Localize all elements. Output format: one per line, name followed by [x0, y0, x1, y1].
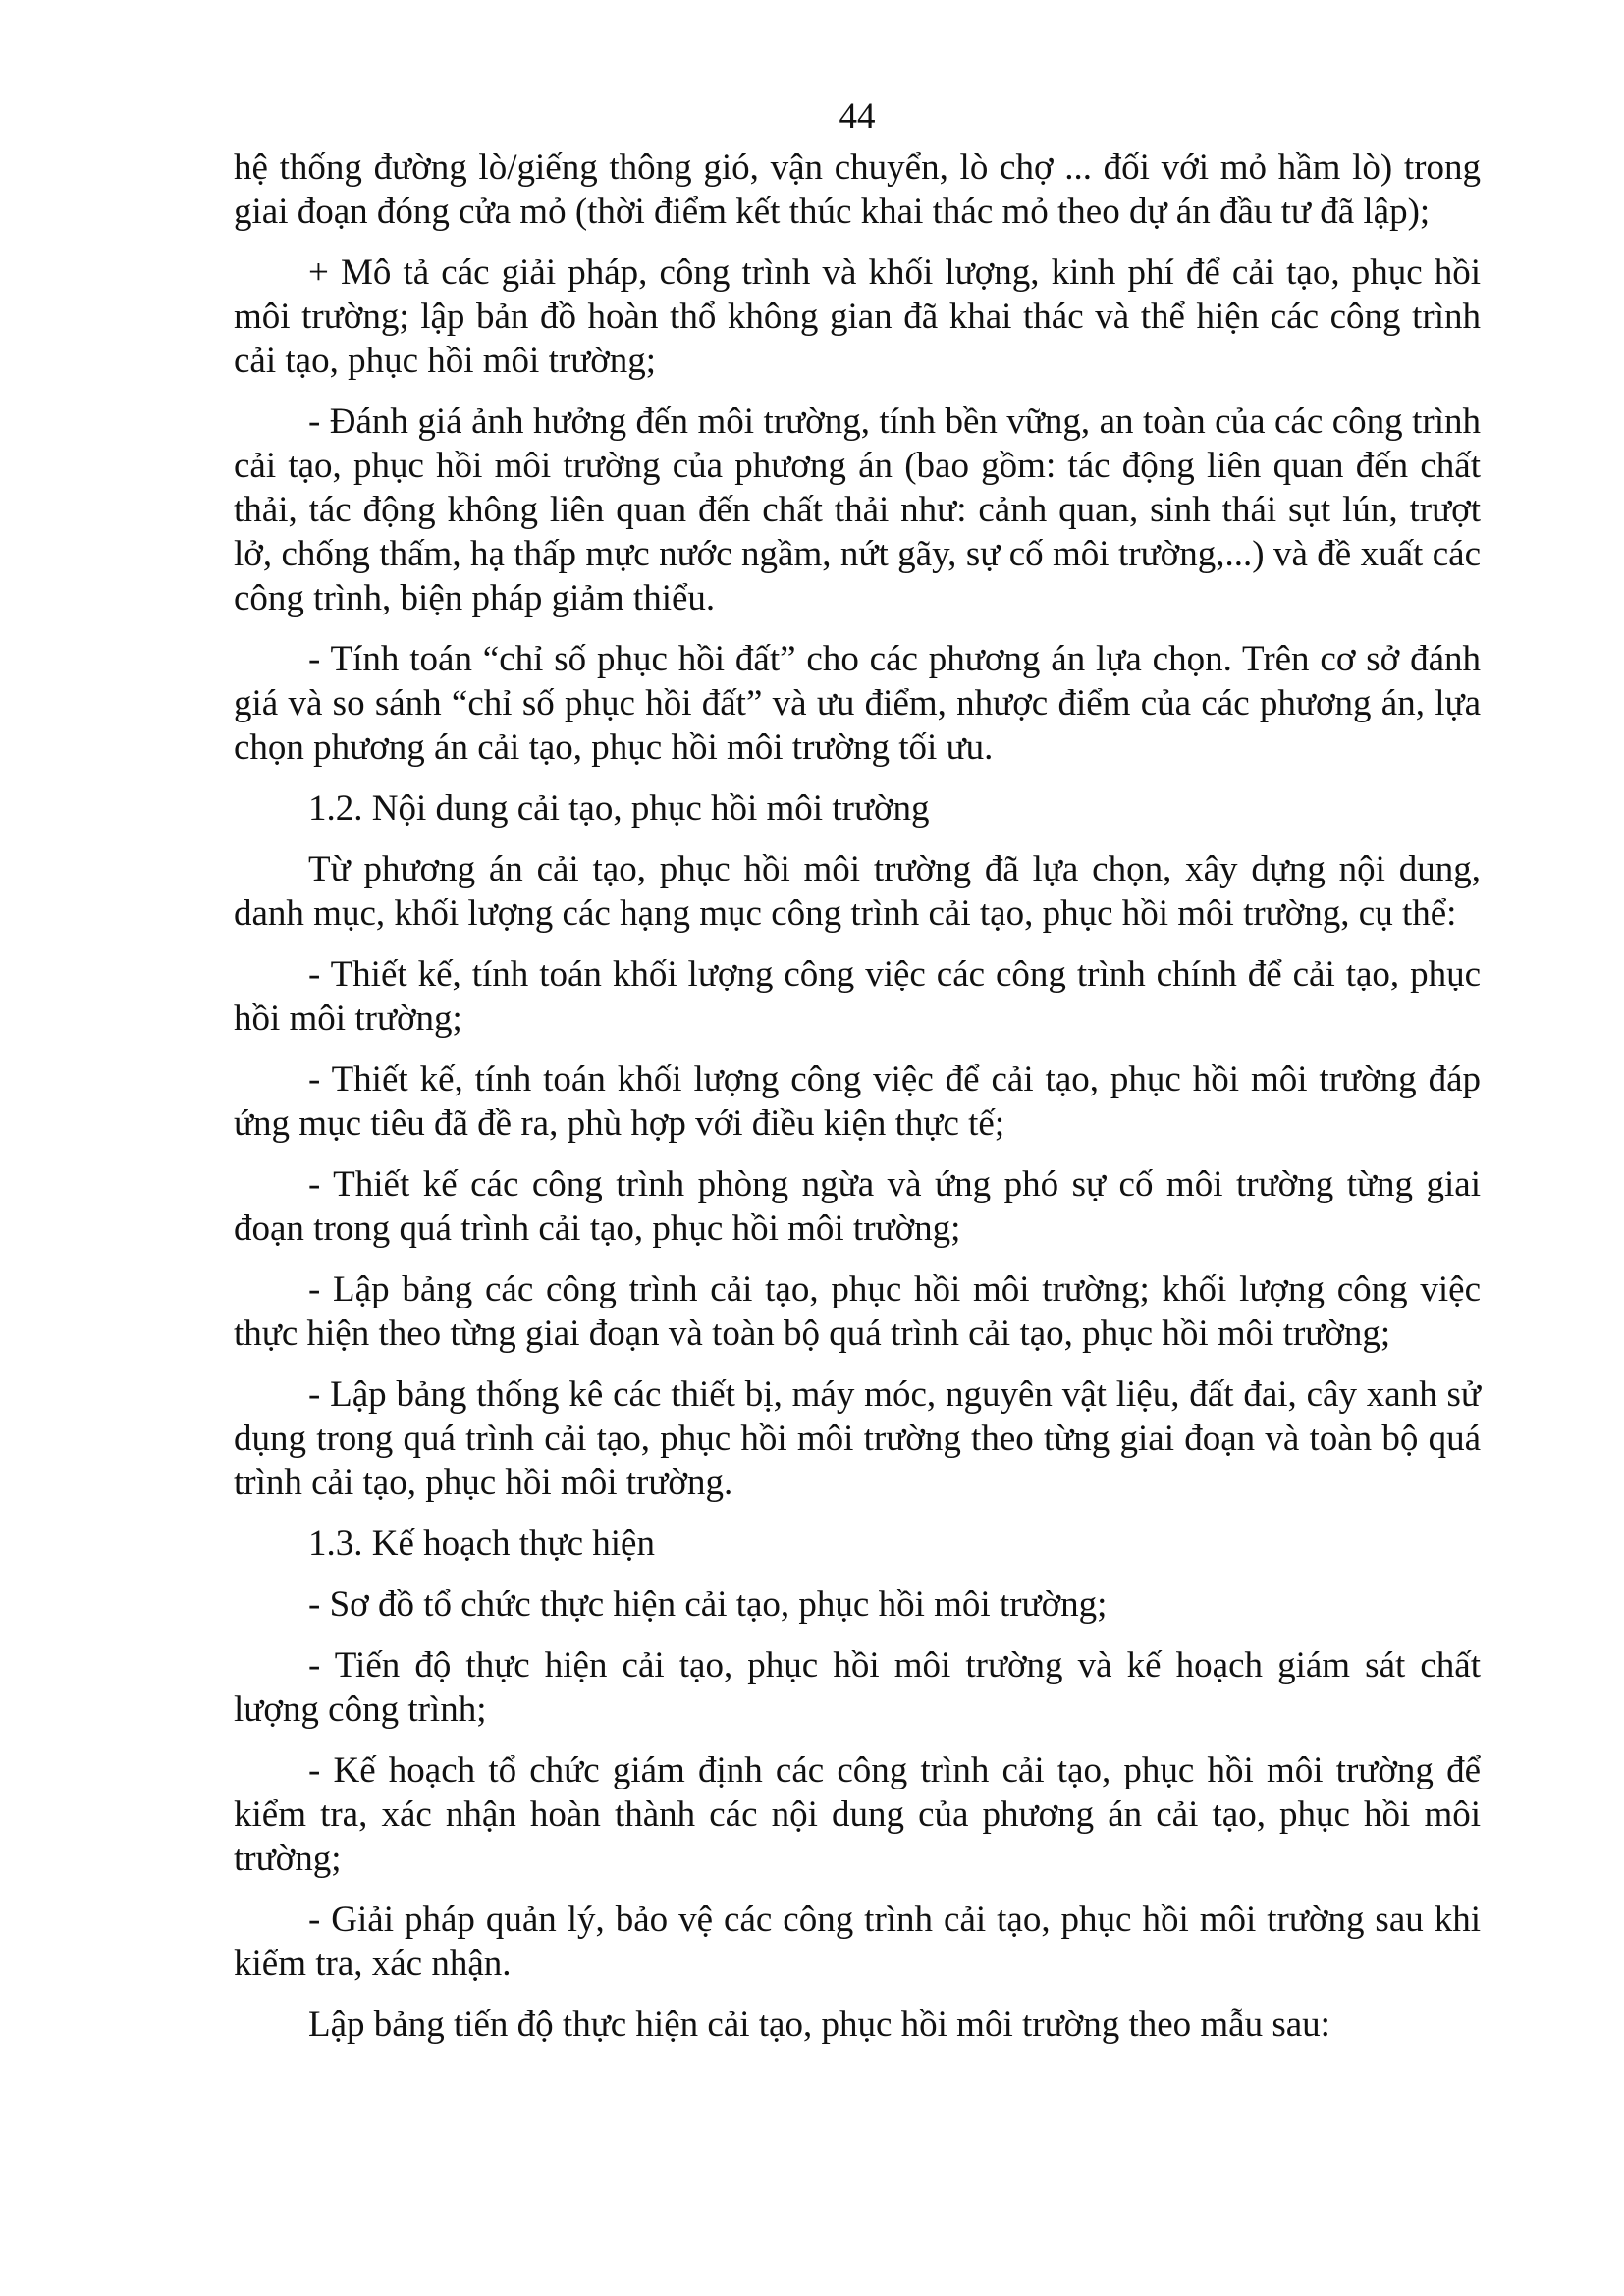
page-number: 44: [839, 96, 876, 136]
paragraph-describe-solutions: + Mô tả các giải pháp, công trình và khối lượng, kinh phí để cải tạo, phục hồi môi trường; lập bản đồ hoàn thổ không gian đã khai thác và thể hiện các công trình cải tạo, phục hồi môi trường;: [234, 252, 1481, 381]
section-heading-1-3: 1.3. Kế hoạch thực hiện: [308, 1523, 655, 1564]
paragraph-content-intro: Từ phương án cải tạo, phục hồi môi trường đã lựa chọn, xây dựng nội dung, danh mục, khối lượng các hạng mục công trình cải tạo, phục hồi môi trường, cụ thể:: [234, 849, 1481, 934]
paragraph-management-solutions: - Giải pháp quản lý, bảo vệ các công trình cải tạo, phục hồi môi trường sau khi kiểm tra, xác nhận.: [234, 1899, 1481, 1984]
section-heading-1-2: 1.2. Nội dung cải tạo, phục hồi môi trường: [308, 788, 930, 828]
paragraph-equipment-table: - Lập bảng thống kê các thiết bị, máy móc, nguyên vật liệu, đất đai, cây xanh sử dụng trong quá trình cải tạo, phục hồi môi trường theo từng giai đoạn và toàn bộ quá trình cải tạo, phục hồi môi trường.: [234, 1374, 1481, 1503]
paragraph-design-main-works: - Thiết kế, tính toán khối lượng công việc các công trình chính để cải tạo, phục hồi môi trường;: [234, 954, 1481, 1039]
paragraph-design-workload: - Thiết kế, tính toán khối lượng công việc để cải tạo, phục hồi môi trường đáp ứng mục tiêu đã đề ra, phù hợp với điều kiện thực tế;: [234, 1059, 1481, 1144]
paragraph-land-recovery-index: - Tính toán “chỉ số phục hồi đất” cho các phương án lựa chọn. Trên cơ sở đánh giá và so sánh “chỉ số phục hồi đất” và ưu điểm, nhược điểm của các phương án, lựa chọn phương án cải tạo, phục hồi môi trường tối ưu.: [234, 639, 1481, 768]
paragraph-assess-impact: - Đánh giá ảnh hưởng đến môi trường, tính bền vững, an toàn của các công trình cải tạo, phục hồi môi trường của phương án (bao gồm: tác động liên quan đến chất thải, tác động không liên quan đến chất thải như: cảnh quan, sinh thái sụt lún, trượt lở, chống thấm, hạ thấp mực nước ngầm, nứt gãy, sự cố môi trường,...) và đề xuất các công trình, biện pháp giảm thiểu.: [234, 401, 1481, 618]
paragraph-schedule-supervision: - Tiến độ thực hiện cải tạo, phục hồi môi trường và kế hoạch giám sát chất lượng công trình;: [234, 1645, 1481, 1730]
document-page: [234, 94, 1481, 2063]
paragraph-inspection-plan: - Kế hoạch tổ chức giám định các công trình cải tạo, phục hồi môi trường để kiểm tra, xác nhận hoàn thành các nội dung của phương án cải tạo, phục hồi môi trường;: [234, 1750, 1481, 1879]
paragraph-works-table: - Lập bảng các công trình cải tạo, phục hồi môi trường; khối lượng công việc thực hiện theo từng giai đoạn và toàn bộ quá trình cải tạo, phục hồi môi trường;: [234, 1269, 1481, 1354]
paragraph-continuation-mine-phases: hệ thống đường lò/giếng thông gió, vận chuyển, lò chợ ... đối với mỏ hầm lò) trong giai đoạn đóng cửa mỏ (thời điểm kết thúc khai thác mỏ theo dự án đầu tư đã lập);: [234, 147, 1481, 232]
paragraph-schedule-table-intro: Lập bảng tiến độ thực hiện cải tạo, phục hồi môi trường theo mẫu sau:: [308, 2004, 1330, 2045]
paragraph-org-chart: - Sơ đồ tổ chức thực hiện cải tạo, phục hồi môi trường;: [308, 1584, 1108, 1625]
paragraph-incident-prevention: - Thiết kế các công trình phòng ngừa và ứng phó sự cố môi trường từng giai đoạn trong quá trình cải tạo, phục hồi môi trường;: [234, 1164, 1481, 1249]
